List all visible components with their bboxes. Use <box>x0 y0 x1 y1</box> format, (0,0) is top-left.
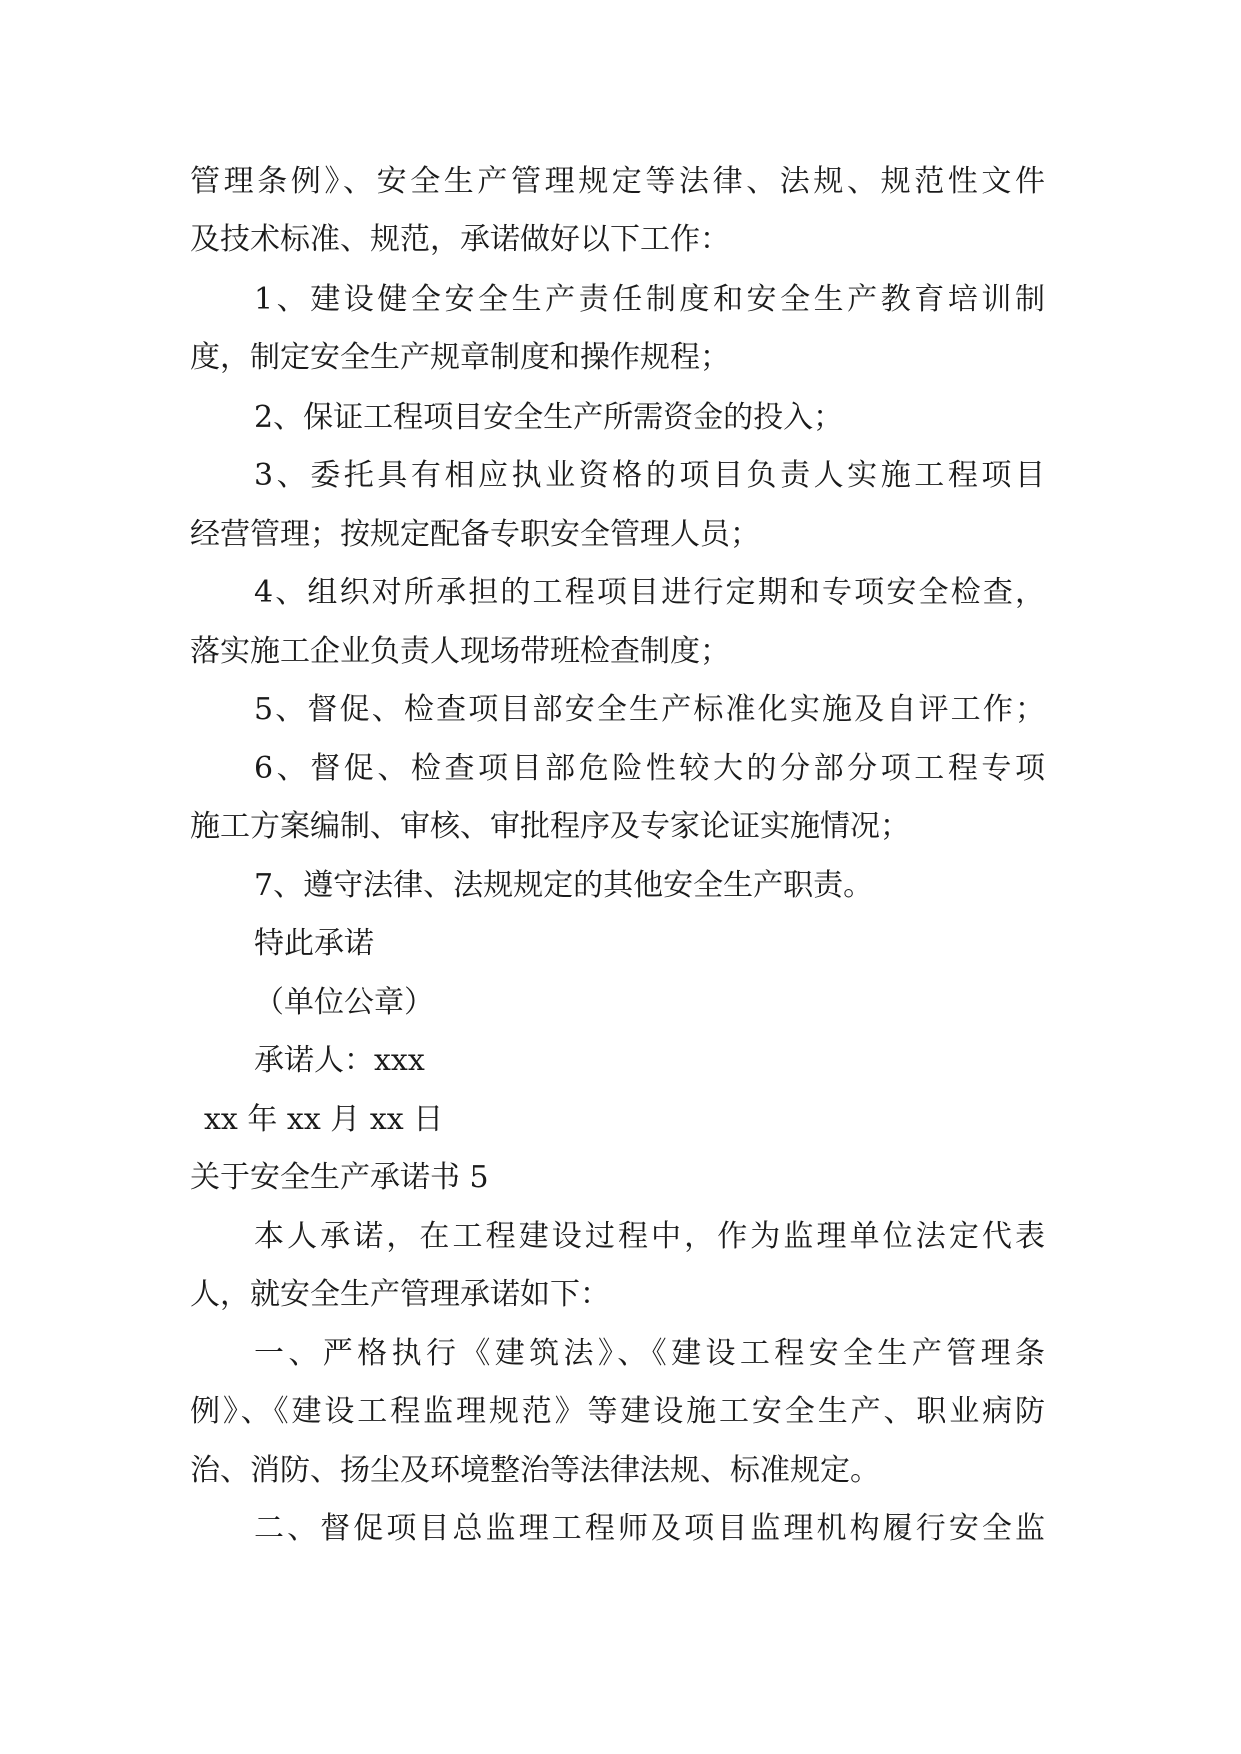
promisor-line: 承诺人：xxx <box>254 1043 425 1078</box>
text-line: 经营管理；按规定配备专职安全管理人员； <box>190 517 760 552</box>
text-line: 施工方案编制、审核、审批程序及专家论证实施情况； <box>190 809 910 844</box>
list-item-1: 1、建设健全安全生产责任制度和安全生产教育培训制 <box>254 282 1045 317</box>
text-line: 例》、《建设工程监理规范》等建设施工安全生产、职业病防 <box>190 1394 1045 1429</box>
list-item-2: 2、保证工程项目安全生产所需资金的投入； <box>254 400 844 435</box>
text-line: 治、消防、扬尘及环境整治等法律法规、标准规定。 <box>190 1453 880 1488</box>
list-item-7: 7、遵守法律、法规规定的其他安全生产职责。 <box>254 868 874 903</box>
closing-phrase: 特此承诺 <box>254 926 374 961</box>
list-item-4: 4、组织对所承担的工程项目进行定期和专项安全检查， <box>254 575 1045 610</box>
text-line: 度，制定安全生产规章制度和操作规程； <box>190 340 730 375</box>
text-line: 人，就安全生产管理承诺如下： <box>190 1277 610 1312</box>
clause-2: 二、督促项目总监理工程师及项目监理机构履行安全监 <box>254 1511 1045 1546</box>
list-item-5: 5、督促、检查项目部安全生产标准化实施及自评工作； <box>254 692 1045 727</box>
list-item-6: 6、督促、检查项目部危险性较大的分部分项工程专项 <box>254 751 1045 786</box>
clause-1: 一、严格执行《建筑法》、《建设工程安全生产管理条 <box>254 1336 1045 1371</box>
paragraph-line: 本人承诺，在工程建设过程中，作为监理单位法定代表 <box>254 1219 1045 1254</box>
list-item-3: 3、委托具有相应执业资格的项目负责人实施工程项目 <box>254 458 1045 493</box>
company-seal-label: （单位公章） <box>254 985 434 1020</box>
date-line: xx 年 xx 月 xx 日 <box>204 1102 444 1137</box>
section-heading: 关于安全生产承诺书 5 <box>190 1160 489 1195</box>
text-line: 落实施工企业负责人现场带班检查制度； <box>190 634 730 669</box>
text-line: 及技术标准、规范，承诺做好以下工作： <box>190 222 730 257</box>
text-line: 管理条例》、安全生产管理规定等法律、法规、规范性文件 <box>190 164 1045 199</box>
